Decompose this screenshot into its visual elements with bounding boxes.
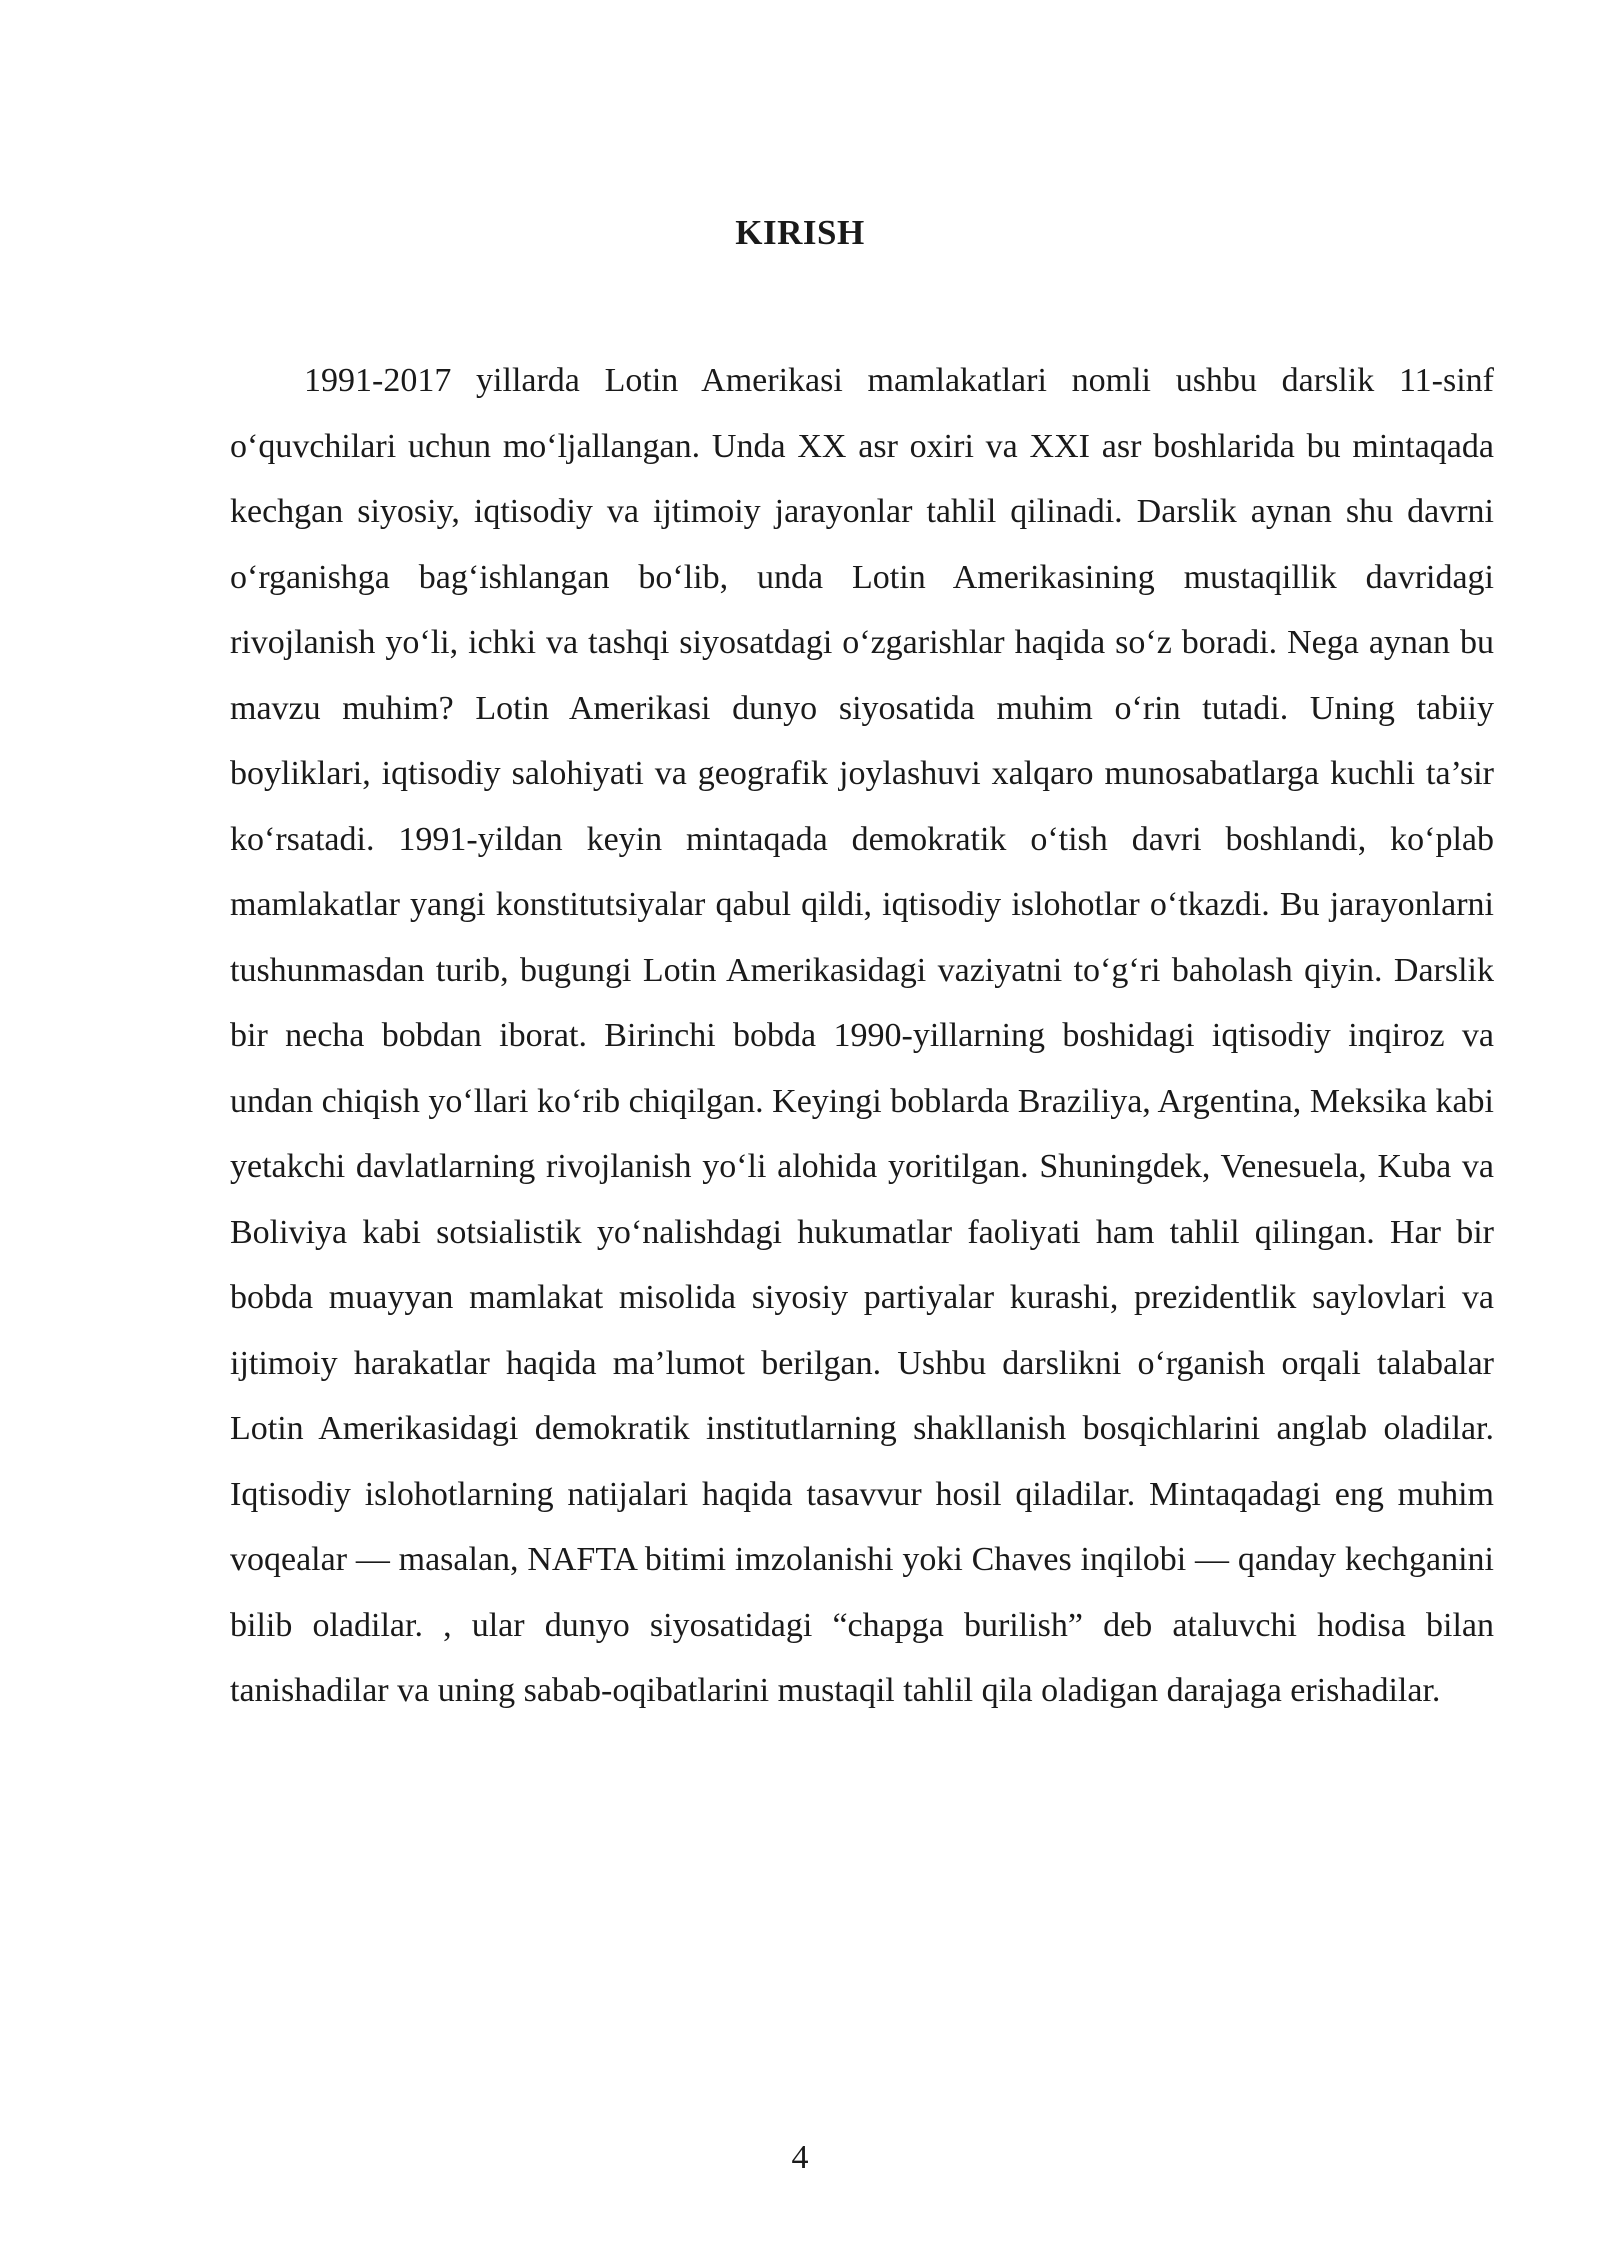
page-number: 4 [791, 2139, 809, 2176]
section-heading: KIRISH [735, 213, 865, 252]
body-paragraph: 1991-2017 yillarda Lotin Amerikasi mamlakatlari nomli ushbu darslik 11-sinf o‘quvchilari uchun mo‘ljallangan. Unda XX asr oxiri va XXI asr boshlarida bu mintaqada kechgan siyosiy, iqtisodiy va ijtimoiy jarayonlar tahlil qilinadi. Darslik aynan shu davrni o‘rganishga bag‘ishlangan bo‘lib, unda Lotin Amerikasining mustaqillik davridagi rivojlanish yo‘li, ichki va tashqi siyosatdagi o‘zgarishlar haqida so‘z boradi. Nega aynan bu mavzu muhim? Lotin Amerikasi dunyo siyosatida muhim o‘rin tutadi. Uning tabiiy boyliklari, iqtisodiy salohiyati va geografik joylashuvi xalqaro munosabatlarga kuchli ta’sir ko‘rsatadi. 1991-yildan keyin mintaqada demokratik o‘tish davri boshlandi, ko‘plab mamlakatlar yangi konstitutsiyalar qabul qildi, iqtisodiy islohotlar o‘tkazdi. Bu jarayonlarni tushunmasdan turib, bugungi Lotin Amerikasidagi vaziyatni to‘g‘ri baholash qiyin. Darslik bir necha bobdan iborat. Birinchi bobda 1990-yillarning boshidagi iqtisodiy inqiroz va undan chiqish yo‘llari ko‘rib chiqilgan. Keyingi boblarda Braziliya, Argentina, Meksika kabi yetakchi davlatlarning rivojlanish yo‘li alohida yoritilgan. Shuningdek, Venesuela, Kuba va Boliviya kabi sotsialistik yo‘nalishdagi hukumatlar faoliyati ham tahlil qilingan. Har bir bobda muayyan mamlakat misolida siyosiy partiyalar kurashi, prezidentlik saylovlari va ijtimoiy harakatlar haqida ma’lumot berilgan. Ushbu darslikni o‘rganish orqali talabalar Lotin Amerikasidagi demokratik institutlarning shakllanish bosqichlarini anglab oladilar. Iqtisodiy islohotlarning natijalari haqida tasavvur hosil qiladilar. Mintaqadagi eng muhim voqealar — masalan, NAFTA bitimi imzolanishi yoki Chaves inqilobi — qanday kechganini bilib oladilar. , ular dunyo siyosatidagi “chapga burilish” deb ataluvchi hodisa bilan tanishadilar va uning sabab-oqibatlarini mustaqil tahlil qila oladigan darajaga erishadilar. [230, 362, 1494, 1709]
